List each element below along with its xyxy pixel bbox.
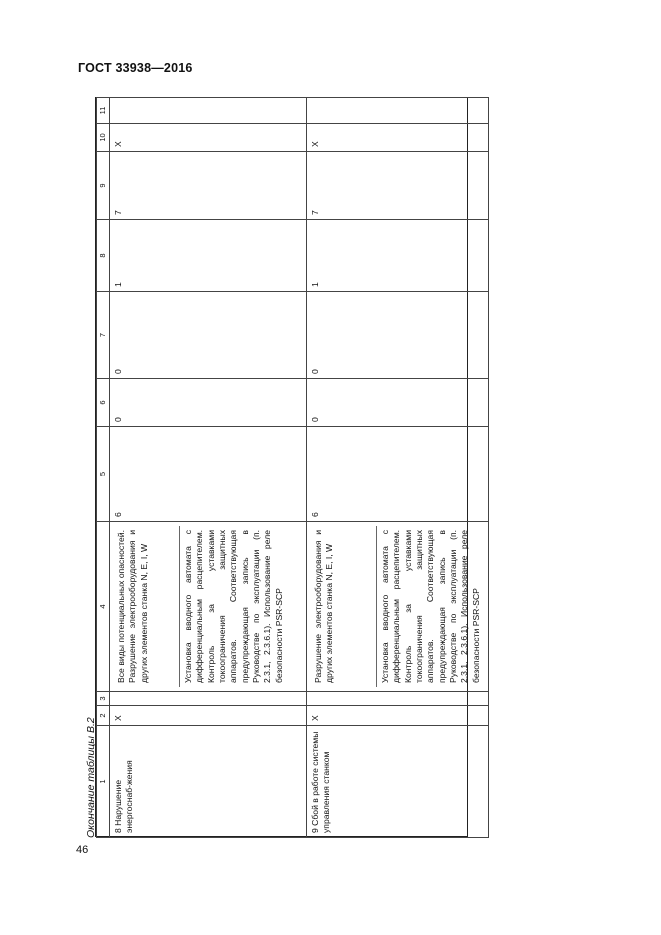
value-cell: 1 bbox=[110, 220, 307, 292]
empty-cell bbox=[110, 98, 307, 124]
rotated-table-wrapper bbox=[96, 98, 481, 838]
consequence-text: Разрушение электрооборудования и других элементов станка N, E, I, W bbox=[310, 526, 377, 687]
table-row bbox=[307, 98, 489, 838]
header-row bbox=[97, 98, 110, 838]
value-cell: 6 bbox=[307, 427, 489, 522]
hazard-cell: 9 Сбой в работе системы управления станком bbox=[307, 726, 489, 838]
col-header-5: 5 bbox=[97, 427, 110, 522]
consequence-text: Все виды потенциальных опасностей. Разрушение электрооборудования и других элементов станка N, E, I, W bbox=[113, 526, 180, 687]
value-cell: 0 bbox=[110, 379, 307, 427]
col-header-8: 8 bbox=[97, 220, 110, 292]
value-cell: 7 bbox=[110, 152, 307, 220]
measures-text: Установка вводного автомата с дифференциальным расцепителем. Контроль за уставками токоограничения защитных аппаратов. Соответствующая предупреждающая запись в Руководстве по эксплуатации (п. 2.3.1, 2.3.6.1). Использование реле безопасности PSR-SCP bbox=[183, 530, 284, 683]
mark-cell: Х bbox=[110, 706, 307, 726]
value-cell: 0 bbox=[110, 292, 307, 379]
table-row bbox=[110, 98, 307, 838]
col-header-9: 9 bbox=[97, 152, 110, 220]
hazard-cell: 8 Нарушение энергоснаб-жения bbox=[110, 726, 307, 838]
value-cell: 7 bbox=[307, 152, 489, 220]
document-header: ГОСТ 33938—2016 bbox=[78, 61, 193, 75]
mark-cell: Х bbox=[307, 706, 489, 726]
value-cell: 0 bbox=[307, 292, 489, 379]
table-frame bbox=[95, 97, 481, 837]
risk-table bbox=[96, 97, 489, 838]
table-caption: Окончание таблицы В.2 bbox=[85, 717, 97, 838]
value-cell: 0 bbox=[307, 379, 489, 427]
mark-cell: Х bbox=[307, 124, 489, 152]
col-header-4: 4 bbox=[97, 522, 110, 692]
col-header-3: 3 bbox=[97, 692, 110, 706]
value-cell: 6 bbox=[110, 427, 307, 522]
col-header-2: 2 bbox=[97, 706, 110, 726]
value-cell: 1 bbox=[307, 220, 489, 292]
col-header-7: 7 bbox=[97, 292, 110, 379]
mark-cell: Х bbox=[110, 124, 307, 152]
page-number: 46 bbox=[76, 844, 89, 856]
col-header-10: 10 bbox=[97, 124, 110, 152]
consequence-measures-cell bbox=[307, 522, 489, 692]
measures-text: Установка вводного автомата с дифференциальным расцепителем. Контроль за уставками токоограничения защитных аппаратов. Соответствующая предупреждающая запись в Руководстве по эксплуатации (п. 2.3.1, 2.3.6.1). Использование реле безопасности PSR-SCP bbox=[380, 530, 481, 683]
consequence-measures-cell bbox=[110, 522, 307, 692]
empty-cell bbox=[307, 692, 489, 706]
col-header-1: 1 bbox=[97, 726, 110, 838]
empty-cell bbox=[307, 98, 489, 124]
empty-cell bbox=[110, 692, 307, 706]
col-header-11: 11 bbox=[97, 98, 110, 124]
col-header-6: 6 bbox=[97, 379, 110, 427]
